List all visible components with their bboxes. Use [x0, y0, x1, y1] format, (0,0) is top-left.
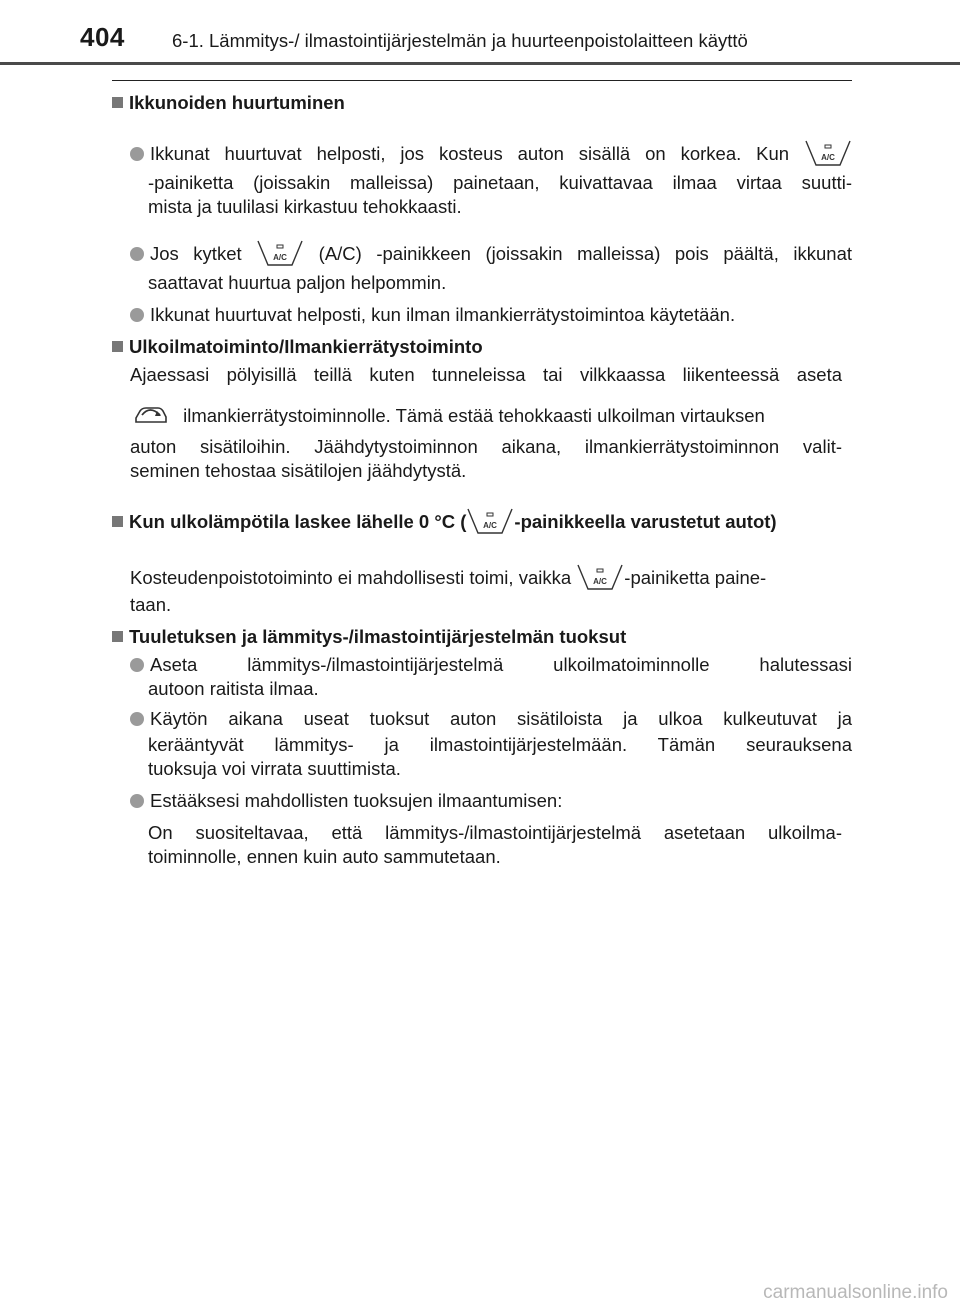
chapter-title: 6-1. Lämmitys-/ ilmastointijärjestelmän ja huurteenpoistolaitteen käyttö	[172, 30, 748, 51]
air-recirculation-icon	[130, 402, 170, 428]
circle-bullet-icon	[130, 247, 144, 261]
square-bullet-icon	[112, 631, 123, 642]
square-bullet-icon	[112, 97, 123, 108]
watermark: carmanualsonline.info	[763, 1282, 948, 1303]
section-divider	[112, 80, 852, 81]
square-bullet-icon	[112, 516, 123, 527]
page-header	[0, 0, 960, 70]
circle-bullet-icon	[130, 712, 144, 726]
section-title-odors: Tuuletuksen ja lämmitys-/ilmastointijärjestelmän tuoksut	[112, 626, 626, 648]
paragraph-line: kerääntyvät lämmitys- ja ilmastointijärjestelmään. Tämän seurauksena	[148, 734, 852, 755]
circle-bullet-icon	[130, 794, 144, 808]
square-bullet-icon	[112, 341, 123, 352]
svg-text:A/C: A/C	[483, 521, 498, 530]
paragraph-line: mista ja tuulilasi kirkastuu tehokkaasti.	[148, 196, 462, 217]
paragraph-line: ilmankierrätystoiminnolle. Tämä estää tehokkaasti ulkoilman virtauksen	[130, 402, 765, 428]
paragraph-line: Käytön aikana useat tuoksut auton sisätiloista ja ulkoa kulkeutuvat ja	[130, 708, 852, 730]
paragraph-line: Estääksesi mahdollisten tuoksujen ilmaantumisen:	[130, 790, 562, 812]
circle-bullet-icon	[130, 147, 144, 161]
ac-button-icon	[804, 138, 852, 168]
paragraph-line: tuoksuja voi virrata suuttimista.	[148, 758, 401, 779]
circle-bullet-icon	[130, 308, 144, 322]
paragraph-line: Jos kytket A/C (A/C) -painikkeen (joissakin malleissa) pois päältä, ikkunat	[130, 238, 852, 268]
svg-text:A/C: A/C	[821, 153, 835, 162]
header-divider	[0, 62, 960, 65]
ac-button-icon	[576, 562, 624, 592]
paragraph-line: Ajaessasi pölyisillä teillä kuten tunneleissa tai vilkkaassa liikenteessä aseta	[130, 364, 842, 385]
paragraph-line: On suositeltavaa, että lämmitys-/ilmastointijärjestelmä asetetaan ulkoilma-	[148, 822, 842, 843]
paragraph-line: Aseta lämmitys-/ilmastointijärjestelmä ulkoilmatoiminnolle halutessasi	[130, 654, 852, 676]
paragraph-line: autoon raitista ilmaa.	[148, 678, 319, 699]
section-title-fogging: Ikkunoiden huurtuminen	[112, 92, 345, 114]
paragraph-line: Ikkunat huurtuvat helposti, jos kosteus auton sisällä on korkea. Kun A/C	[130, 138, 852, 168]
paragraph-line: taan.	[130, 594, 172, 615]
paragraph-line: auton sisätiloihin. Jäähdytystoiminnon aikana, ilmankierrätystoiminnon valit-	[130, 436, 842, 457]
paragraph-line: seminen tehostaa sisätilojen jäähdytystä.	[130, 460, 467, 481]
circle-bullet-icon	[130, 658, 144, 672]
paragraph-line: -painiketta (joissakin malleissa) painetaan, kuivattavaa ilmaa virtaa suutti-	[148, 172, 852, 193]
ac-button-icon	[466, 506, 514, 536]
paragraph-line: Ikkunat huurtuvat helposti, kun ilman ilmankierrätystoimintoa käytetään.	[130, 304, 735, 326]
svg-text:A/C: A/C	[273, 253, 288, 262]
section-title-outside-air: Ulkoilmatoiminto/Ilmankierrätystoiminto	[112, 336, 483, 358]
ac-button-icon	[256, 238, 304, 268]
paragraph-line: toiminnolle, ennen kuin auto sammutetaan.	[148, 846, 501, 867]
svg-text:A/C: A/C	[593, 577, 608, 586]
paragraph-line: saattavat huurtua paljon helpommin.	[148, 272, 447, 293]
paragraph-line: Kosteudenpoistotoiminto ei mahdollisesti toimi, vaikka A/C -painiketta paine-	[130, 562, 766, 592]
page-number: 404	[80, 22, 125, 52]
section-title-cold: Kun ulkolämpötila laskee lähelle 0 °C ( A/C -painikkeella varustetut autot)	[112, 506, 777, 536]
